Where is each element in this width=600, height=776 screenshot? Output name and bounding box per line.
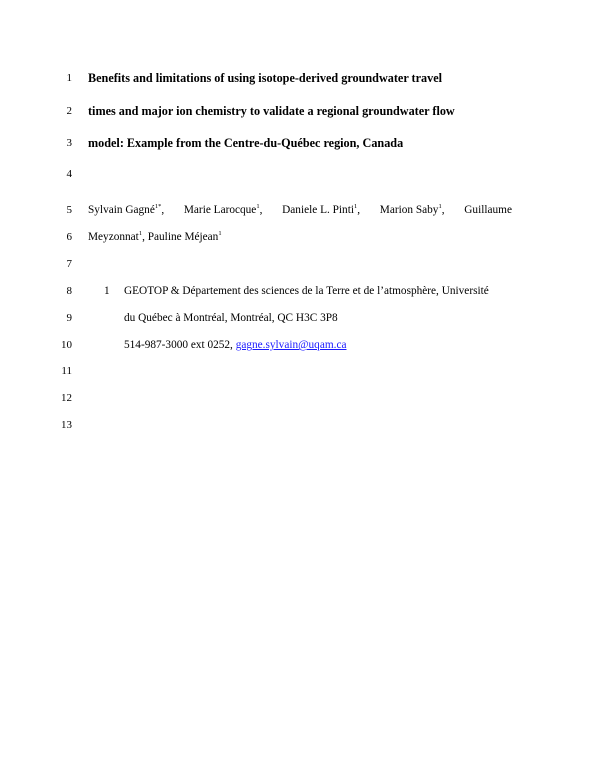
affiliation-number: 1	[104, 285, 110, 297]
line-number: 8	[66, 285, 72, 297]
author-larocque: Marie Larocque$^1$,	[183, 203, 263, 216]
line-number: 3	[66, 137, 72, 149]
line-number: 5	[66, 204, 72, 216]
phone-number: 514-987-3000 ext 0252,	[124, 339, 236, 351]
line-number: 1	[66, 72, 72, 84]
line-number: 12	[61, 392, 72, 404]
author-gagne: Sylvain Gagné$^{1*}$,	[88, 203, 165, 216]
author-list	[88, 203, 512, 217]
contact-line	[124, 338, 347, 352]
author-pinti: Daniele L. Pinti$^1$,	[282, 203, 361, 216]
line-number: 13	[61, 419, 72, 431]
line-number: 10	[61, 339, 72, 351]
line-number: 2	[66, 105, 72, 117]
affiliation-line-2: du Québec à Montréal, Montréal, QC H3C 3P8	[124, 312, 338, 324]
author-meyzonnat: Meyzonnat$^1$,	[88, 230, 145, 243]
paper-title-line-2: times and major ion chemistry to validate a regional groundwater flow	[88, 104, 455, 118]
line-number: 4	[66, 168, 72, 180]
author-saby: Marion Saby$^1$,	[379, 203, 445, 216]
line-number: 11	[61, 365, 72, 377]
email-link[interactable]: gagne.sylvain@uqam.ca	[235, 339, 347, 351]
paper-title-line-1: Benefits and limitations of using isotope-derived groundwater travel	[88, 71, 443, 85]
author-meyzonnat-first: Guillaume	[464, 204, 512, 216]
author-list-continued	[88, 230, 222, 244]
paper-title-line-3: model: Example from the Centre-du-Québec region, Canada	[88, 136, 404, 150]
line-number: 6	[66, 231, 72, 243]
author-mejean: Pauline Méjean$^1$	[147, 230, 222, 243]
line-number: 7	[66, 258, 72, 270]
line-number: 9	[66, 312, 72, 324]
affiliation-line-1: GEOTOP & Département des sciences de la Terre et de l’atmosphère, Université	[124, 285, 489, 297]
